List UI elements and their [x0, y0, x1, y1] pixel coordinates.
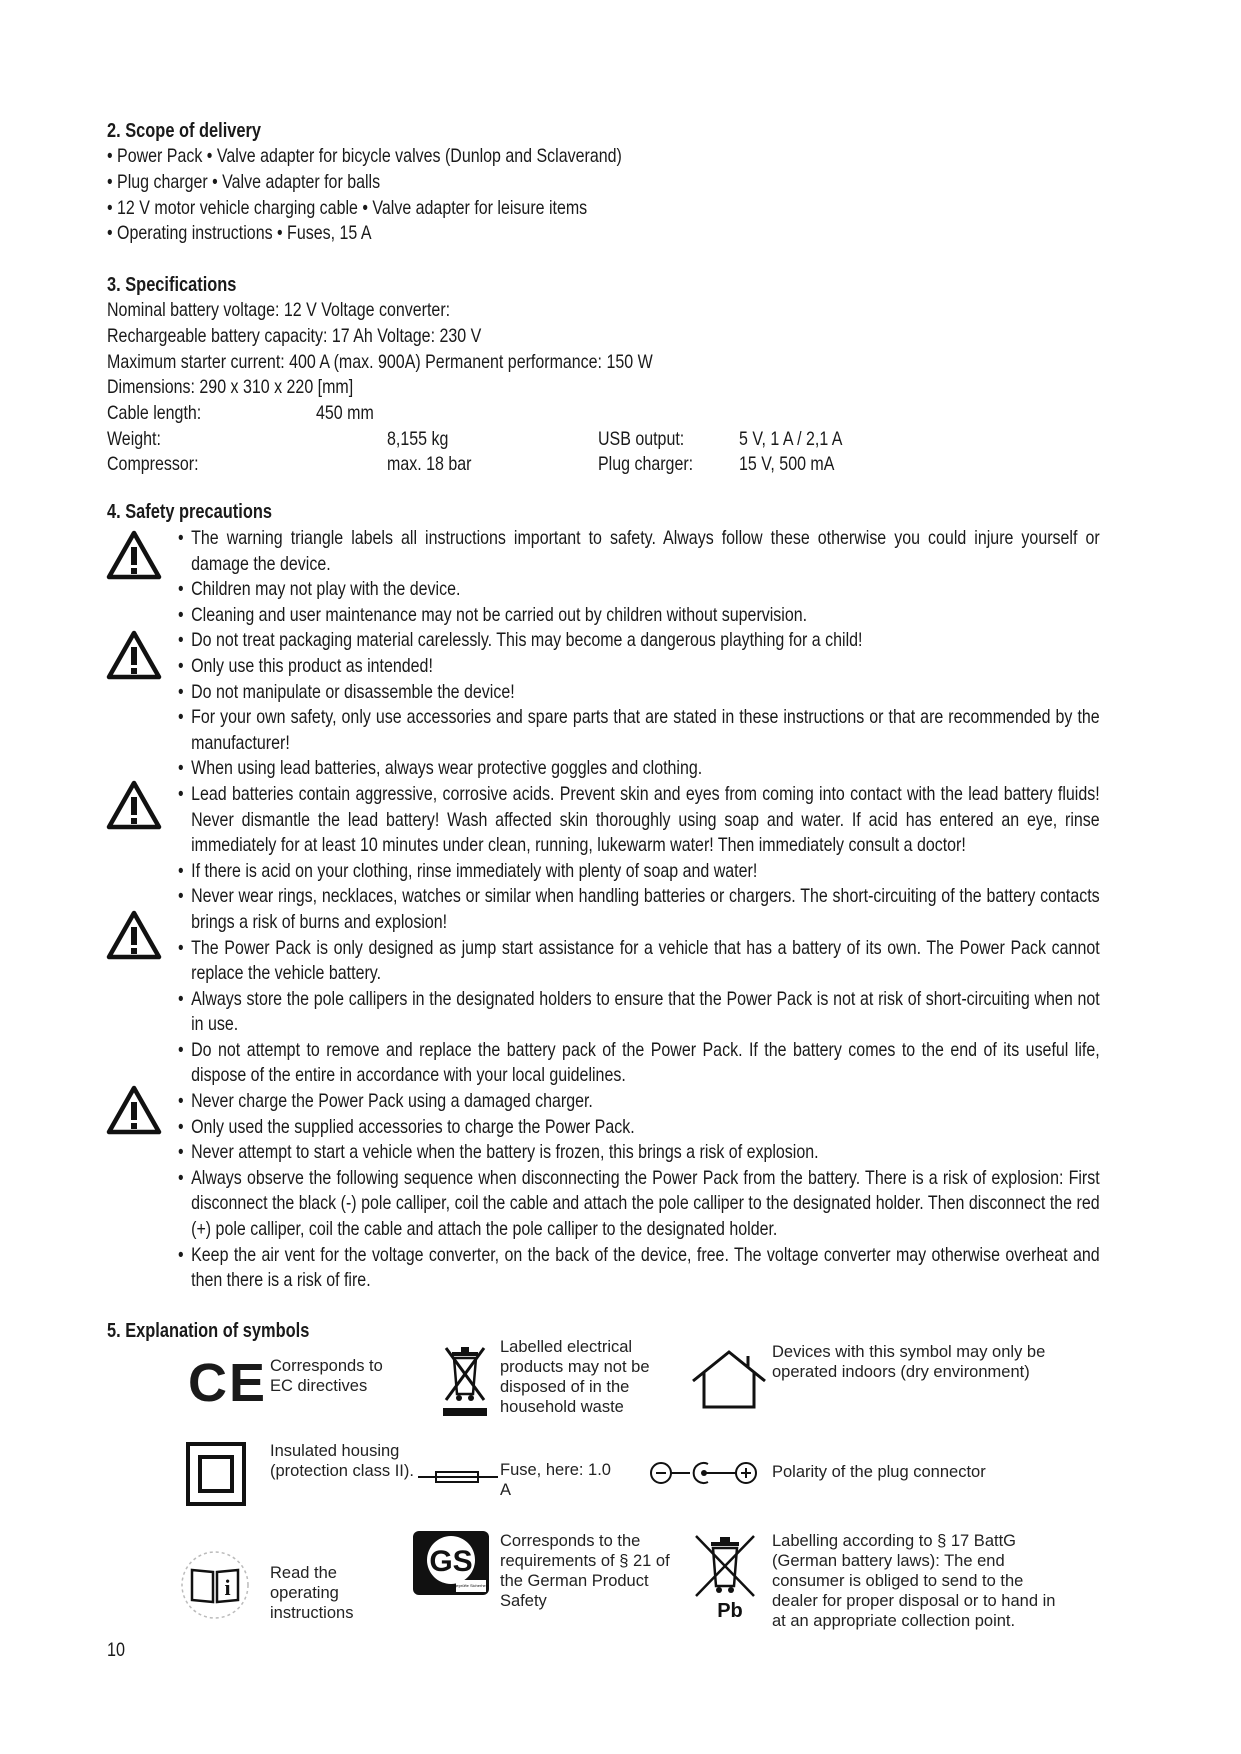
list-item: • Cleaning and user maintenance may not be carried out by children without supervision.	[178, 603, 1100, 629]
gs-text: GS	[429, 1545, 473, 1578]
scope-line: • 12 V motor vehicle charging cable • Valve adapter for leisure items	[107, 197, 588, 219]
spec-line: Nominal battery voltage: 12 V Voltage converter:	[107, 299, 451, 321]
gs-mark-icon	[412, 1530, 490, 1596]
spec-plug-value: 15 V, 500 mA	[739, 453, 835, 475]
spec-weight-label: Weight:	[107, 428, 161, 450]
spec-cable-value: 450 mm	[316, 402, 374, 424]
symbol-fuse-text: Fuse, here: 1.0 A	[500, 1461, 611, 1499]
symbol-polarity-text: Polarity of the plug connector	[772, 1463, 986, 1481]
house-icon	[690, 1348, 768, 1410]
list-item: • Only used the supplied accessories to charge the Power Pack.	[178, 1115, 1100, 1141]
list-item: • The warning triangle labels all instructions important to safety. Always follow these otherwise you could injure yourself or damage the device.	[178, 526, 1100, 577]
spec-compressor-value: max. 18 bar	[387, 453, 472, 475]
spec-line: Maximum starter current: 400 A (max. 900A) Permanent performance: 150 W	[107, 351, 653, 373]
safety-list	[178, 526, 1100, 1294]
list-item: • Always observe the following sequence when disconnecting the Power Pack from the battery. There is a risk of explosion: First disconnect the black (-) pole calliper, coil the cable and attach the pole calliper to the designated holder. Then disconnect the red (+) pole calliper, coil the cable and attach the pole calliper to the designated holder.	[178, 1166, 1100, 1243]
specs-heading: 3. Specifications	[107, 274, 237, 296]
spec-weight-value: 8,155 kg	[387, 428, 449, 450]
info-glyph: i	[224, 1575, 231, 1600]
scope-line: • Plug charger • Valve adapter for balls	[107, 171, 381, 193]
safety-heading: 4. Safety precautions	[107, 501, 272, 523]
list-item: • If there is acid on your clothing, rinse immediately with plenty of soap and water!	[178, 859, 1100, 885]
warning-triangle-icon	[106, 530, 162, 580]
list-item: • Never charge the Power Pack using a damaged charger.	[178, 1089, 1100, 1115]
spec-line: Dimensions: 290 x 310 x 220 [mm]	[107, 376, 354, 398]
page-number: 10	[107, 1640, 125, 1661]
crossed-bin-icon	[440, 1342, 490, 1418]
list-item: • When using lead batteries, always wear protective goggles and clothing.	[178, 756, 1100, 782]
list-item: • Do not attempt to remove and replace the battery pack of the Power Pack. If the battery comes to the end of its useful life, dispose of the entire in accordance with your local guidelines.	[178, 1038, 1100, 1089]
warning-triangle-icon	[106, 1085, 162, 1135]
warning-triangle-icon	[106, 780, 162, 830]
read-manual-icon	[180, 1550, 250, 1620]
symbol-read-text: Read the operating instructions	[270, 1564, 354, 1622]
list-item: • Never wear rings, necklaces, watches or similar when handling batteries or chargers. The short-circuiting of the battery contacts brings a risk of burns and explosion!	[178, 884, 1100, 935]
warning-triangle-icon	[106, 630, 162, 680]
list-item: • Do not treat packaging material carelessly. This may become a dangerous plaything for a child!	[178, 628, 1100, 654]
ce-mark-icon: CE	[188, 1353, 268, 1413]
list-item: • Only use this product as intended!	[178, 654, 1100, 680]
scope-line: • Operating instructions • Fuses, 15 A	[107, 222, 372, 244]
polarity-icon	[648, 1460, 760, 1486]
warning-triangle-icon	[106, 910, 162, 960]
symbol-battg-text: Labelling according to § 17 BattG (German battery laws): The end consumer is obliged to send to the dealer for proper disposal or to hand in at an appropriate collection point.	[772, 1532, 1056, 1630]
symbol-insulated-text: Insulated housing (protection class II).	[270, 1442, 414, 1480]
list-item: • Never attempt to start a vehicle when the battery is frozen, this brings a risk of explosion.	[178, 1140, 1100, 1166]
symbols-heading: 5. Explanation of symbols	[107, 1320, 310, 1342]
spec-plug-label: Plug charger:	[598, 453, 694, 475]
spec-usb-label: USB output:	[598, 428, 685, 450]
spec-usb-value: 5 V, 1 A / 2,1 A	[739, 428, 843, 450]
symbol-ce-text: Corresponds to EC directives	[270, 1357, 383, 1395]
list-item: • The Power Pack is only designed as jump start assistance for a vehicle that has a battery of its own. The Power Pack cannot replace the vehicle battery.	[178, 936, 1100, 987]
list-item: • For your own safety, only use accessories and spare parts that are stated in these instructions or that are recommended by the manufacturer!	[178, 705, 1100, 756]
fuse-icon	[418, 1470, 498, 1484]
gs-small-text: geprüfte Sicherheit	[454, 1583, 488, 1588]
spec-compressor-label: Compressor:	[107, 453, 199, 475]
list-item: • Do not manipulate or disassemble the device!	[178, 680, 1100, 706]
list-item: • Children may not play with the device.	[178, 577, 1100, 603]
scope-heading: 2. Scope of delivery	[107, 120, 262, 142]
scope-line: • Power Pack • Valve adapter for bicycle valves (Dunlop and Sclaverand)	[107, 145, 622, 167]
list-item: • Lead batteries contain aggressive, corrosive acids. Prevent skin and eyes from coming into contact with the lead battery fluids! Never dismantle the lead battery! Wash affected skin thoroughly using soap and water. If acid has entered an eye, rinse immediately for at least 10 minutes under clean, running, lukewarm water! Then immediately consult a doctor!	[178, 782, 1100, 859]
symbol-indoor-text: Devices with this symbol may only be operated indoors (dry environment)	[772, 1343, 1046, 1381]
spec-cable-label: Cable length:	[107, 402, 202, 424]
spec-line: Rechargeable battery capacity: 17 Ah Voltage: 230 V	[107, 325, 482, 347]
symbol-gs-text: Corresponds to the requirements of § 21 of the German Product Safety	[500, 1532, 670, 1610]
double-insulation-icon	[186, 1442, 246, 1506]
list-item: • Keep the air vent for the voltage converter, on the back of the device, free. The voltage converter may otherwise overheat and then there is a risk of fire.	[178, 1243, 1100, 1294]
pb-text: Pb	[717, 1600, 743, 1620]
battery-disposal-icon	[690, 1530, 760, 1620]
list-item: • Always store the pole callipers in the designated holders to ensure that the Power Pack is not at risk of short-circuiting when not in use.	[178, 987, 1100, 1038]
symbol-weee-text: Labelled electrical products may not be disposed of in the household waste	[500, 1338, 650, 1416]
